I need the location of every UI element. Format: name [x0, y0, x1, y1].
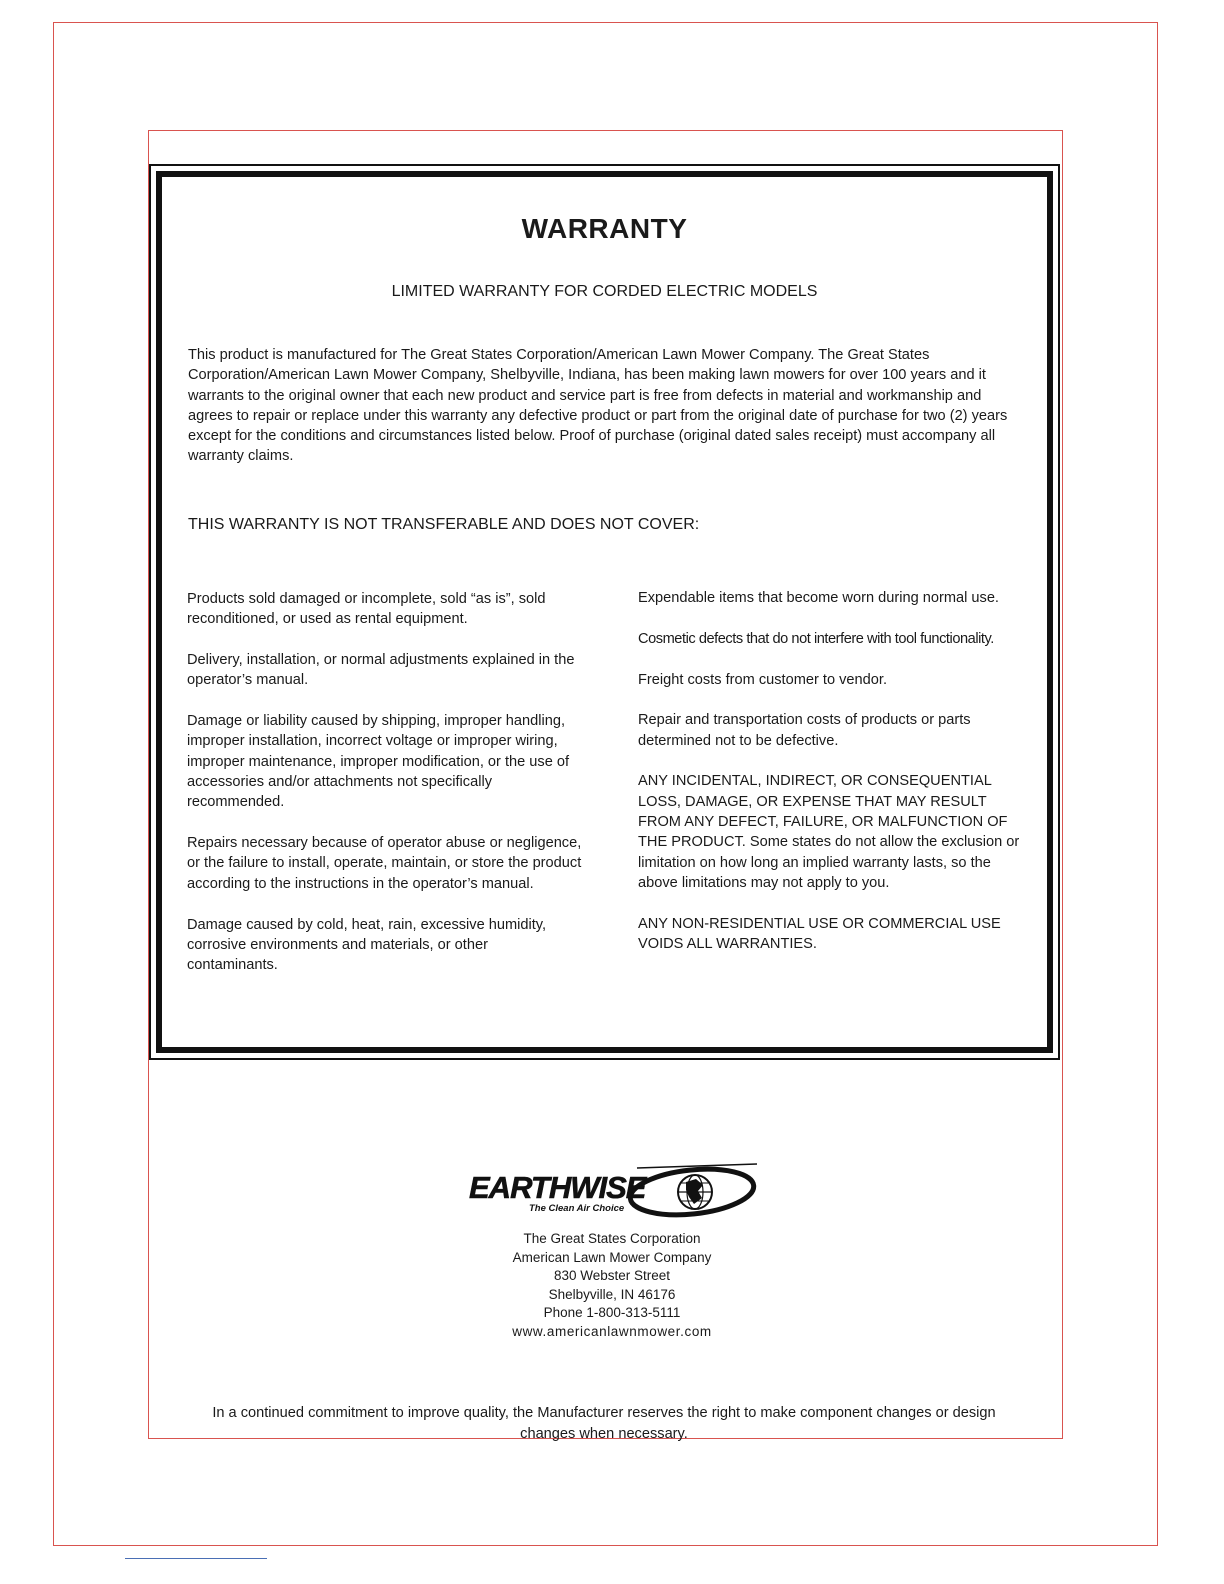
earthwise-logo [467, 1160, 757, 1224]
exclusion-item: Delivery, installation, or normal adjustments explained in the operator’s manual. [187, 652, 575, 689]
exclusion-item: ANY NON-RESIDENTIAL USE OR COMMERCIAL USE VOIDS ALL WARRANTIES. [638, 915, 1001, 953]
not-covered-heading: THIS WARRANTY IS NOT TRANSFERABLE AND DOES NOT COVER: [188, 516, 700, 533]
exclusion-item: Damage caused by cold, heat, rain, excessive humidity, corrosive environments and materials, or other contaminants. [187, 916, 547, 974]
company-city: Shelbyville, IN 46176 [548, 1286, 676, 1302]
exclusion-item: Products sold damaged or incomplete, sold “as is”, sold reconditioned, or used as rental equipment. [187, 591, 546, 628]
warranty-intro-paragraph: This product is manufactured for The Great States Corporation/American Lawn Mower Company. The Great States Corporation/American Lawn Mower Company, Shelbyville, Indiana, has been making lawn mowers for over 100 years and it warrants to the original owner that each new product and service part is free from defects in material and workmanship and agrees to repair or replace under this warranty any defective product or part from the original date of purchase for two (2) years except for the conditions and circumstances listed below. Proof of purchase (original dated sales receipt) must accompany all warranty claims. [188, 347, 1008, 465]
footnote-rule [125, 1558, 267, 1559]
company-street: 830 Webster Street [553, 1268, 671, 1283]
svg-text:EARTHWISE: EARTHWISE [469, 1170, 646, 1205]
exclusion-item: Cosmetic defects that do not interfere with tool functionality. [638, 630, 994, 647]
company-website: www.americanlawnmower.com [512, 1323, 712, 1339]
company-division: American Lawn Mower Company [512, 1249, 712, 1265]
exclusion-item: Damage or liability caused by shipping, improper handling, improper installation, incorrect voltage or improper wiring, improper maintenance, improper modification, or the use of accessories and/or attachments not specifically recommended. [187, 713, 570, 811]
company-phone: Phone 1-800-313-5111 [543, 1305, 681, 1320]
exclusion-item: Repairs necessary because of operator abuse or negligence, or the failure to install, operate, maintain, or store the product according to the instructions in the operator’s manual. [187, 835, 582, 892]
company-contact-block [412, 1160, 812, 1341]
exclusion-item: Freight costs from customer to vendor. [638, 671, 887, 688]
exclusions-right-column [638, 588, 1028, 975]
svg-text:The Clean Air Choice: The Clean Air Choice [529, 1203, 625, 1214]
company-name: The Great States Corporation [523, 1231, 701, 1246]
exclusion-item: Repair and transportation costs of products or parts determined not to be defective. [638, 712, 971, 749]
exclusions-left-column [187, 589, 582, 996]
warranty-subtitle: LIMITED WARRANTY FOR CORDED ELECTRIC MODELS [391, 283, 818, 300]
exclusion-item: ANY INCIDENTAL, INDIRECT, OR CONSEQUENTIAL LOSS, DAMAGE, OR EXPENSE THAT MAY RESULT FROM ANY DEFECT, FAILURE, OR MALFUNCTION OF THE PRODUCT. Some states do not allow the exclusion or limitation on how long an implied warranty lasts, so the above limitations may not apply to you. [638, 773, 1020, 891]
exclusion-item: Expendable items that become worn during normal use. [638, 590, 999, 606]
warranty-title: WARRANTY [521, 213, 688, 244]
warranty-box [149, 164, 1060, 1060]
quality-commitment-note: In a continued commitment to improve quality, the Manufacturer reserves the right to make component changes or design changes when necessary. [212, 1405, 996, 1442]
warranty-box-inner-border [156, 171, 1053, 1053]
